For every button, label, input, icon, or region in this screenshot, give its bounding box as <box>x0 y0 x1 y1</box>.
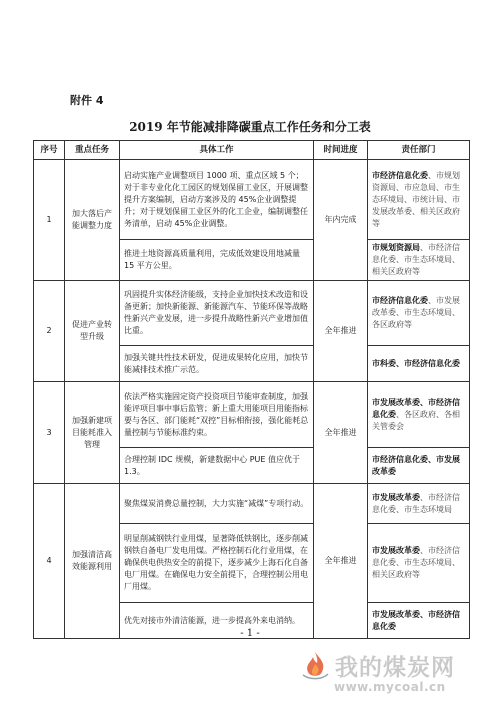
document-title: 2019 年节能减排降碳重点工作任务和分工表 <box>129 120 371 134</box>
lead-department: 市发展改革委 <box>372 492 420 502</box>
table-row <box>34 382 470 448</box>
row-index: 3 <box>34 382 65 484</box>
attachment-label: 附件 4 <box>70 94 104 107</box>
header-work: 具体工作 <box>120 141 314 160</box>
lead-department: 市发展改革委、市经济信息化委 <box>372 397 460 419</box>
row-work: 加强关键共性技术研发，促进成果转化应用，加快节能减排技术推广示范。 <box>120 346 314 382</box>
watermark-brand: 我的煤炭网 <box>335 655 455 681</box>
row-index: 2 <box>34 281 65 382</box>
header-department: 责任部门 <box>368 141 470 160</box>
other-departments: 、市经济信息化委、市生态环境局 <box>372 492 460 514</box>
row-work: 优先对接市外清洁能源，进一步提高外来电消纳。 <box>120 603 314 639</box>
lead-department: 市经济信息化委 <box>372 296 428 305</box>
row-work: 启动实施产业调整项目 1000 项、重点区域 5 个；对于非专业化化工园区的规划保留工业区，开展调整提升方案编制，启动方案涉及的 45%企业调整提升；对于规划保留工业区外的化工企业，编制调整任务清单，启动 45%企业调整。 <box>120 160 314 240</box>
lead-department: 市规划资源局 <box>372 243 420 252</box>
row-work: 合理控制 IDC 规模，新建数据中心 PUE 值应优于 1.3。 <box>120 448 314 484</box>
row-work: 巩固提升实体经济能级，支持企业加快技术改造和设备更新；加快新能源、新能源汽车、节能环保等战略性新兴产业发展，进一步提升战略性新兴产业增加值比重。 <box>120 281 314 346</box>
row-task: 促进产业转型升级 <box>65 281 120 382</box>
row-task: 加强新建项目能耗准入管理 <box>65 382 120 484</box>
row-task: 加强清洁高效能源利用 <box>65 484 120 639</box>
row-progress: 全年推进 <box>314 484 368 639</box>
row-department <box>368 160 470 240</box>
header-task: 重点任务 <box>65 141 120 160</box>
row-department <box>368 346 470 382</box>
lead-department: 市经济信息化委 <box>372 170 428 180</box>
row-department <box>368 524 470 603</box>
lead-department: 市发展改革委 <box>372 546 420 555</box>
other-departments: 、市规划资源局、市应急局、市生态环境局、市统计局、市发展改革委、相关区政府等 <box>372 170 460 228</box>
table-row <box>34 160 470 240</box>
row-department <box>368 484 470 524</box>
table-row <box>34 484 470 524</box>
header-progress: 时间进度 <box>314 141 368 160</box>
row-progress: 全年推进 <box>314 382 368 484</box>
row-work: 聚焦煤炭消费总量控制，大力实施“减煤”专项行动。 <box>120 484 314 524</box>
row-index: 1 <box>34 160 65 281</box>
row-task: 加大落后产能调整力度 <box>65 160 120 281</box>
header-index: 序号 <box>34 141 65 160</box>
row-department <box>368 281 470 346</box>
row-work: 依法严格实施固定资产投资项目节能审查制度，加强能评项目事中事后监管；新上重大用能项目用能指标要与各区、部门能耗“双控”目标相衔接，强化能耗总量控制与节能标准约束。 <box>120 382 314 448</box>
task-table <box>33 140 470 639</box>
row-work: 明显削减钢铁行业用煤，显著降低铁钢比，逐步削减钢铁自备电厂发电用煤。严格控制石化行业用煤，在确保供电供热安全的前提下，逐步减少上海石化自备电厂用煤。在确保电力安全前提下，合理控制公用电厂用煤。 <box>120 524 314 603</box>
lead-department: 市经济信息化委、市发展改革委 <box>372 454 460 476</box>
table-row <box>34 281 470 346</box>
page-number: - 1 - <box>240 628 260 639</box>
watermark-url: www.mycoal.cn <box>334 680 446 694</box>
row-department <box>368 382 470 448</box>
lead-department: 市科委、市经济信息化委 <box>372 358 460 368</box>
row-progress: 年内完成 <box>314 160 368 281</box>
row-progress: 全年推进 <box>314 281 368 382</box>
lead-department: 市发展改革委、市经济信息化委 <box>372 609 460 631</box>
flame-logo-icon <box>300 650 330 680</box>
other-departments: 、市经济信息化委、市生态环境局、相关区政府等 <box>372 546 460 579</box>
row-department <box>368 448 470 484</box>
row-work: 推进土地资源高质量利用，完成低效建设用地减量 15 平方公里。 <box>120 240 314 281</box>
other-departments: 、市经济信息化委、市生态环境局、相关区政府等 <box>372 243 460 276</box>
table-header-row <box>34 141 470 160</box>
other-departments: 、各区政府、各相关管委会 <box>372 409 460 431</box>
other-departments: 、市发展改革委、市生态环境局、各区政府等 <box>372 296 460 329</box>
row-department <box>368 240 470 281</box>
row-index: 4 <box>34 484 65 639</box>
